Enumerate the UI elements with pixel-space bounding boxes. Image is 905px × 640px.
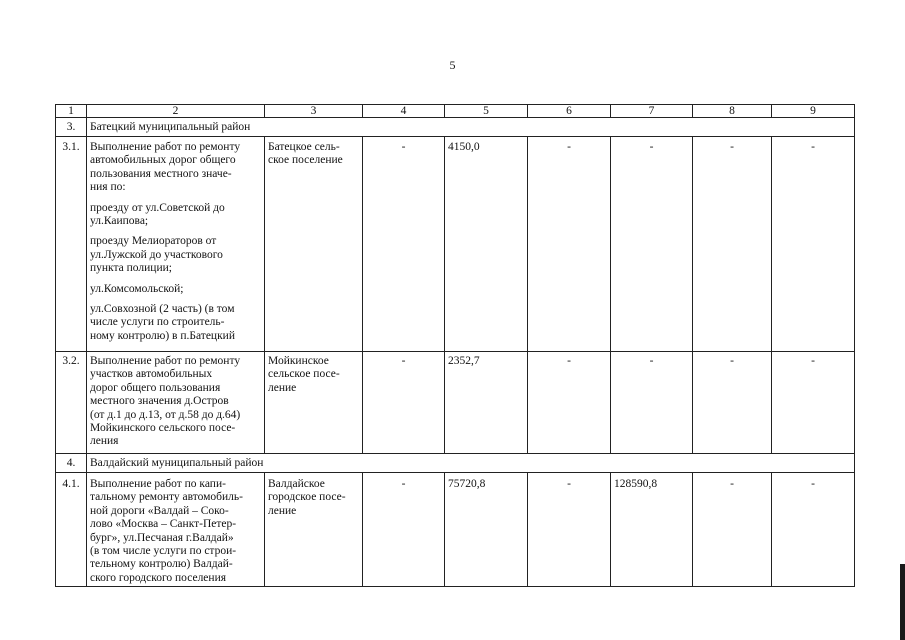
value-cell: - (772, 473, 855, 587)
section-number: 3. (56, 118, 87, 137)
header-cell: 2 (87, 105, 265, 118)
row-description (87, 473, 265, 587)
description-line: (от д.1 до д.13, от д.58 до д.64) (90, 408, 241, 421)
section-title: Батецкий муниципальный район (87, 118, 855, 137)
recipient-line: ление (268, 381, 297, 394)
value-cell: - (611, 352, 693, 454)
row-number: 4.1. (56, 473, 87, 587)
description-line: ления (90, 435, 119, 448)
recipient-line: Валдайское (268, 478, 325, 490)
description-line: Выполнение работ по ремонту (90, 141, 241, 153)
recipient-line: городское посе- (268, 491, 346, 504)
value-cell: 128590,8 (611, 473, 693, 587)
row-recipient (265, 352, 363, 454)
value-cell: - (528, 352, 611, 454)
scan-edge-mark (900, 564, 905, 640)
description-line: дорог общего пользования (90, 381, 221, 394)
section-row (56, 454, 855, 473)
table-row (56, 137, 855, 352)
recipient-line: сельское посе- (268, 368, 340, 381)
description-line: тельному контролю) Валдай- (90, 558, 233, 571)
row-recipient (265, 137, 363, 352)
description-line: ул.Комсомольской; (90, 282, 184, 295)
description-line: ул.Лужской до участкового (90, 248, 223, 261)
description-line: ул.Каипова; (90, 215, 149, 228)
description-line: ной дороги «Валдай – Соко- (90, 504, 229, 517)
header-cell: 6 (528, 105, 611, 118)
description-line: Мойкинского сельского посе- (90, 422, 236, 435)
header-cell: 3 (265, 105, 363, 118)
value-cell: - (772, 352, 855, 454)
recipient-line: ление (268, 504, 297, 517)
recipient-line: Батецкое сель- (268, 141, 340, 153)
header-cell: 9 (772, 105, 855, 118)
header-cell: 1 (56, 105, 87, 118)
description-line: проезду от ул.Советской до (90, 201, 225, 214)
description-line: ния по: (90, 181, 126, 194)
description-line: ского городского поселения (90, 571, 227, 584)
header-cell: 4 (363, 105, 445, 118)
section-title: Валдайский муниципальный район (87, 454, 855, 473)
value-cell: - (363, 352, 445, 454)
value-cell: - (693, 473, 772, 587)
description-line: местного значения д.Остров (90, 395, 229, 408)
header-row (56, 105, 855, 118)
row-description (87, 137, 265, 352)
description-line: автомобильных дорог общего (90, 154, 236, 167)
header-cell: 8 (693, 105, 772, 118)
description-line: ному контролю) в п.Батецкий (90, 329, 235, 342)
description-line: проезду Мелиораторов от (90, 235, 217, 248)
value-cell: - (772, 137, 855, 352)
row-number: 3.1. (56, 137, 87, 352)
row-number: 3.2. (56, 352, 87, 454)
value-cell: - (363, 137, 445, 352)
description-line: пользования местного значе- (90, 167, 232, 180)
description-line: бург», ул.Песчаная г.Валдай» (90, 531, 234, 544)
header-cell: 5 (445, 105, 528, 118)
description-line: Выполнение работ по ремонту (90, 355, 241, 367)
data-table (55, 104, 855, 587)
value-cell: - (611, 137, 693, 352)
recipient-line: Мойкинское (268, 355, 329, 367)
value-cell: 2352,7 (445, 352, 528, 454)
table-row (56, 473, 855, 587)
description-line: числе услуги по строитель- (90, 316, 225, 329)
description-line: ул.Совхозной (2 часть) (в том (90, 303, 235, 316)
row-recipient (265, 473, 363, 587)
recipient-line: ское поселение (268, 154, 343, 167)
value-cell: - (528, 473, 611, 587)
section-number: 4. (56, 454, 87, 473)
description-line: участков автомобильных (90, 368, 213, 381)
description-line: пункта полиции; (90, 262, 172, 275)
description-line: Выполнение работ по капи- (90, 478, 226, 490)
description-line: (в том числе услуги по строи- (90, 545, 237, 558)
description-line: лово «Москва – Санкт-Петер- (90, 518, 237, 531)
header-cell: 7 (611, 105, 693, 118)
value-cell: - (528, 137, 611, 352)
page-number: 5 (449, 58, 456, 72)
description-line: тальному ремонту автомобиль- (90, 491, 243, 504)
value-cell: 4150,0 (445, 137, 528, 352)
section-row (56, 118, 855, 137)
value-cell: - (693, 352, 772, 454)
table-row (56, 352, 855, 454)
value-cell: - (693, 137, 772, 352)
row-description (87, 352, 265, 454)
value-cell: - (363, 473, 445, 587)
value-cell: 75720,8 (445, 473, 528, 587)
